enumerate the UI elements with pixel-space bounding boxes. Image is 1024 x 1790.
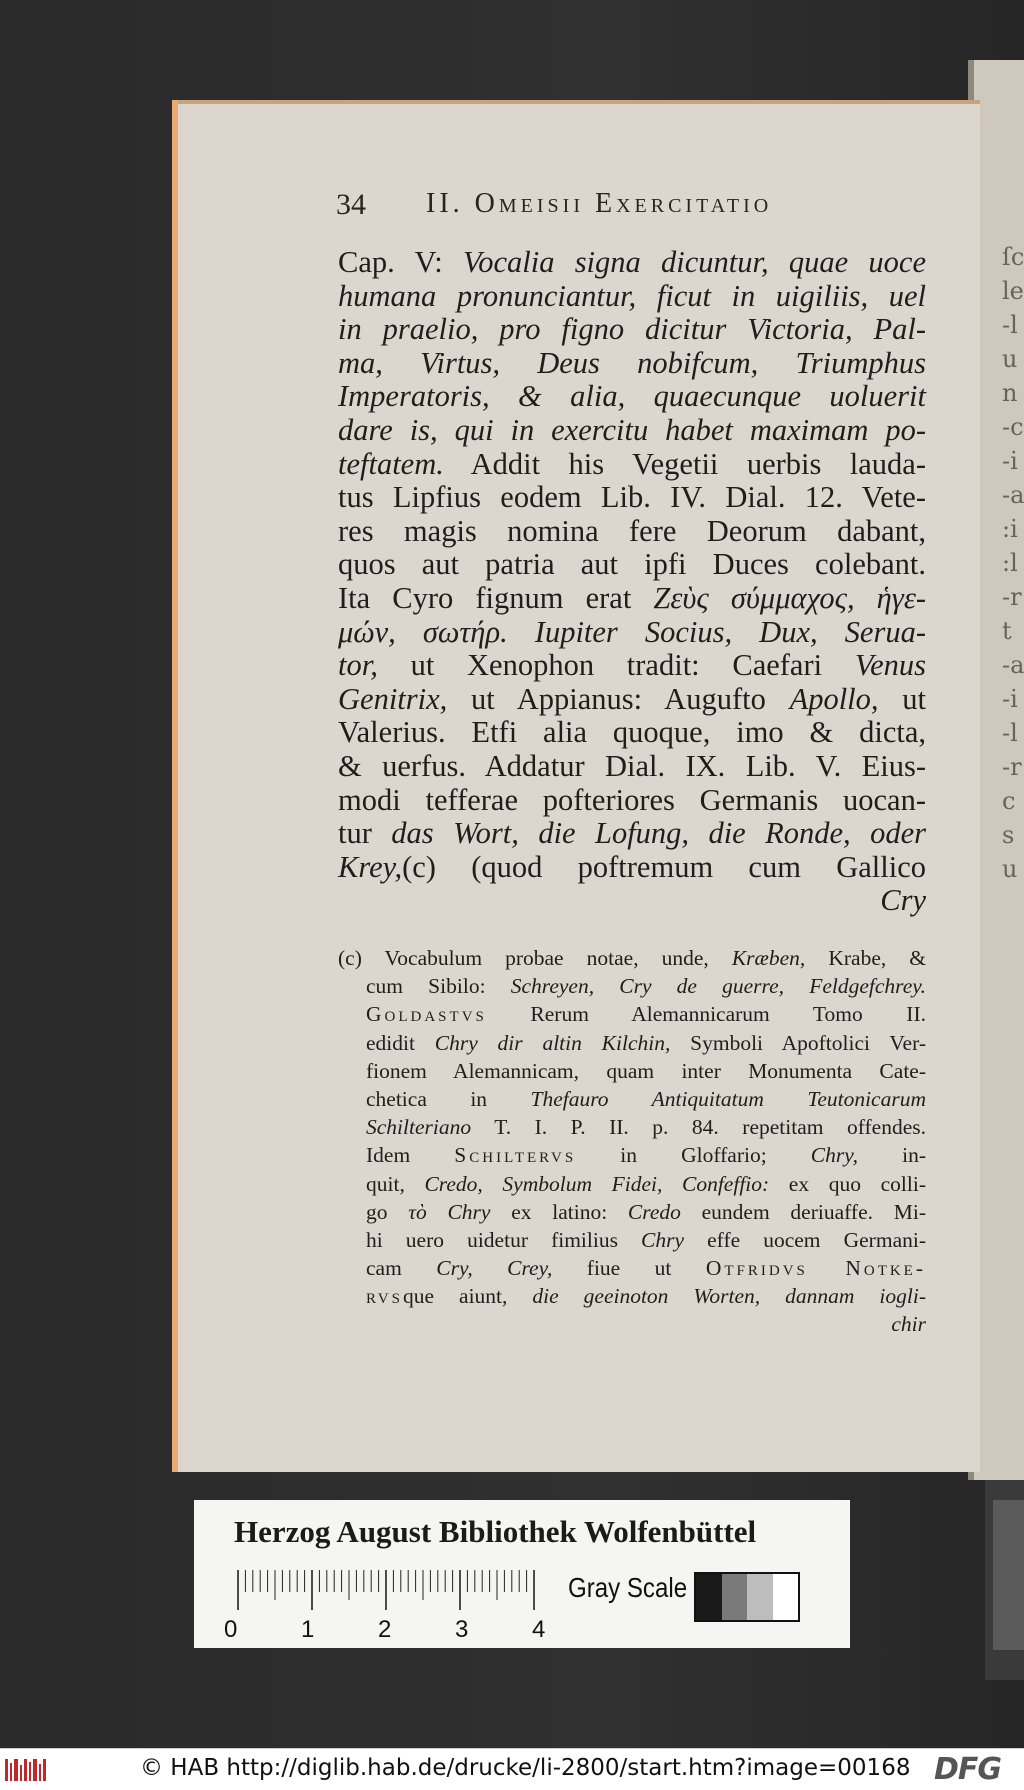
body-line: Krey,(c) (quod poftremum cum Gallico xyxy=(338,849,926,884)
body-line: & uerfus. Addatur Dial. IX. Lib. V. Eius- xyxy=(338,748,926,783)
footnote-line: cam Cry, Crey, fiue ut Otfridvs Notke- xyxy=(366,1256,927,1281)
ruler-number: 3 xyxy=(455,1616,469,1643)
footnote-line: cum Sibilo: Schreyen, Cry de guerre, Feldgefchrey. xyxy=(366,974,927,999)
footnote-line: Idem Schiltervs in Gloffario; Chry, in- xyxy=(366,1143,926,1168)
footnote-line: chetica in Thefauro Antiquitatum Teutonicarum xyxy=(366,1086,926,1111)
ruler-ticks xyxy=(234,1568,544,1612)
ruler-numbers xyxy=(224,1616,546,1646)
footnote-line: fionem Alemannicam, quam inter Monumenta Cate- xyxy=(366,1058,926,1083)
body-line: Genitrix, ut Appianus: Augufto Apollo, ut xyxy=(338,681,926,716)
body-line: humana pronunciantur, ficut in uigiliis, uel xyxy=(338,278,926,313)
body-line: teftatem. Addit his Vegetii uerbis lauda- xyxy=(338,446,926,481)
body-line: res magis nomina fere Deorum dabant, xyxy=(338,513,926,548)
body-line: ma, Virtus, Deus nobifcum, Triumphus xyxy=(338,345,926,380)
body-line: tur das Wort, die Lofung, die Ronde, oder xyxy=(338,816,926,851)
body-line: μών, σωτήρ. Iupiter Socius, Dux, Serua- xyxy=(338,614,926,649)
body-line: Ita Cyro fignum erat Ζεὺς σύμμαχος, ἡγε- xyxy=(338,580,926,615)
footnote-line: edidit Chry dir altin Kilchin, Symboli Apoftolici Ver- xyxy=(366,1030,926,1055)
gray-swatch xyxy=(773,1574,799,1620)
ruler-number: 4 xyxy=(532,1616,546,1643)
ruler-number: 2 xyxy=(378,1616,392,1643)
body-line: Cry xyxy=(880,883,926,918)
gray-scale-swatches xyxy=(694,1572,800,1622)
footnote-line: quit, Credo, Symbolum Fidei, Confeffio: ex quo colli- xyxy=(366,1171,926,1196)
gray-swatch xyxy=(722,1574,748,1620)
body-line: dare is, qui in exercitu habet maximam po- xyxy=(338,412,926,447)
footnote-line: go τὸ Chry ex latino: Credo eundem deriuaffe. Mi- xyxy=(366,1199,926,1224)
main-text xyxy=(338,246,926,918)
dfg-logo: DFG xyxy=(934,1752,1002,1787)
library-name: Herzog August Bibliothek Wolfenbüttel xyxy=(234,1514,757,1549)
body-line: Imperatoris, & alia, quaecunque uoluerit xyxy=(338,379,926,414)
body-line: Cap. V: Vocalia signa dicuntur, quae uoce xyxy=(338,245,926,279)
gray-swatch xyxy=(747,1574,773,1620)
body-line: in praelio, pro figno dicitur Victoria, Pal- xyxy=(338,312,926,347)
running-head xyxy=(336,188,936,228)
body-line: tus Lipfius eodem Lib. IV. Dial. 12. Vete- xyxy=(338,480,926,515)
gray-scale-label: Gray Scale xyxy=(568,1572,688,1603)
footnote-line: Schilteriano T. I. P. II. p. 84. repetitam offendes. xyxy=(366,1115,926,1140)
page-number: 34 xyxy=(336,188,366,221)
gray-swatch xyxy=(696,1574,722,1620)
copyright-url: © HAB http://diglib.hab.de/drucke/li-2800/start.htm?image=00168 xyxy=(140,1755,911,1781)
footnote-line: (c) Vocabulum probae notae, unde, Kræben, Krabe, & xyxy=(338,946,927,970)
footnote-line: rvsque aiunt, die geeinoton Worten, dannam iogli- xyxy=(366,1284,926,1309)
adjacent-page-text: ſc le -l u n -c -i -a :i :l -r t -a -i -l -r c s u xyxy=(1002,243,1024,883)
body-line: tor, ut Xenophon tradit: Caefari Venus xyxy=(338,648,926,683)
running-head-title: II. Omeisii Exercitatio xyxy=(426,188,773,219)
barcode-logo-icon xyxy=(4,1757,48,1783)
footnote-line: hi uero uidetur fimilius Chry effe uocem Germani- xyxy=(366,1227,926,1252)
footnote xyxy=(338,944,926,1339)
footnote-line: Goldastvs Rerum Alemannicarum Tomo II. xyxy=(366,1002,926,1027)
footer-bar xyxy=(0,1748,1024,1790)
body-line: modi tefferae pofteriores Germanis uocan- xyxy=(338,782,926,817)
adjacent-lower-edge xyxy=(985,1480,1024,1680)
ruler-number: 0 xyxy=(224,1616,238,1643)
ruler-number: 1 xyxy=(301,1616,315,1643)
body-line: quos aut patria aut ipfi Duces colebant. xyxy=(338,547,926,582)
footnote-line: chir xyxy=(891,1312,926,1337)
color-scale-card xyxy=(194,1500,850,1648)
body-line: Valerius. Etfi alia quoque, imo & dicta, xyxy=(338,715,926,750)
